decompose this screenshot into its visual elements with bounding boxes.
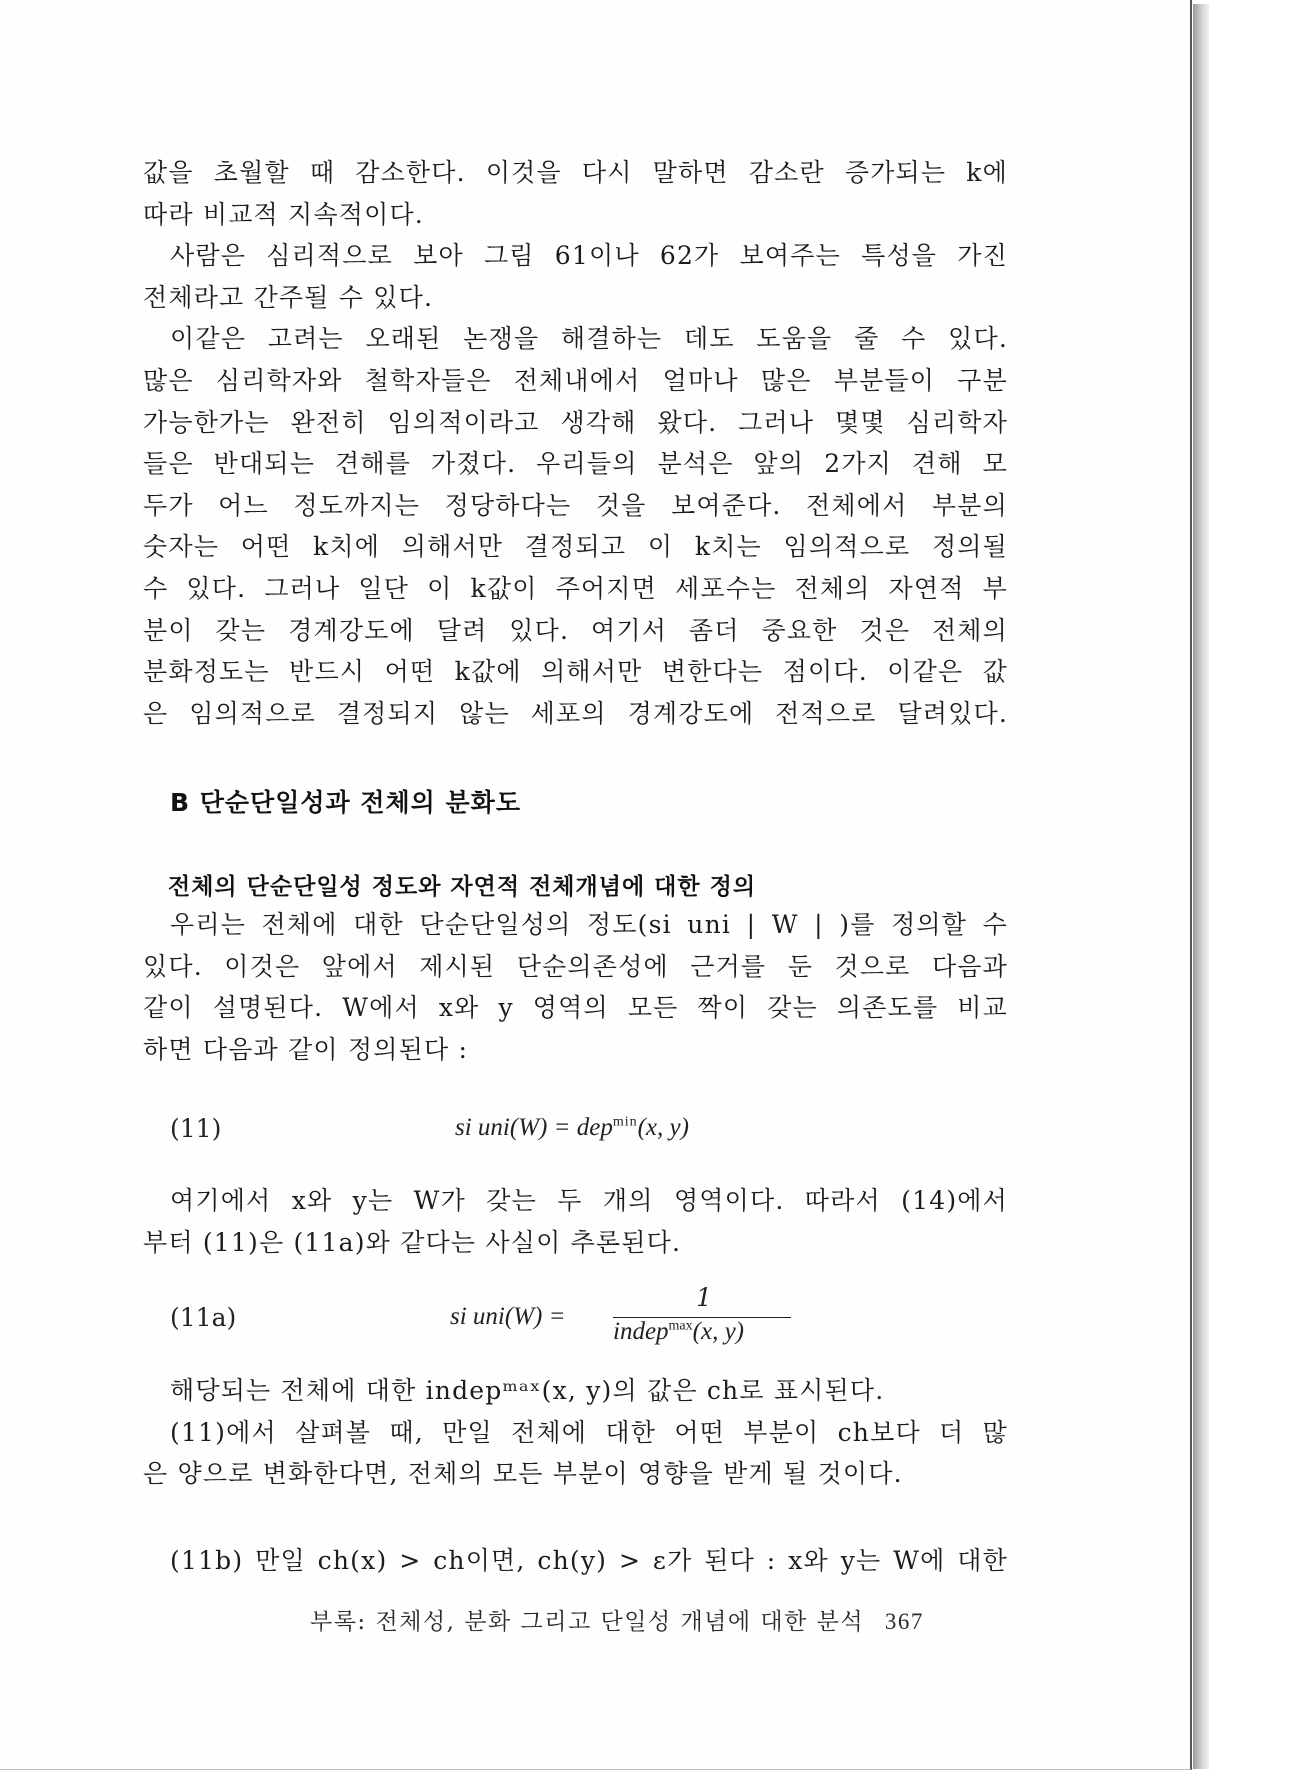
- page-number: 367: [884, 1609, 924, 1634]
- text-line: 따라 비교적 지속적이다.: [143, 199, 424, 229]
- running-head: 부록: 전체성, 분화 그리고 단일성 개념에 대한 분석: [310, 1609, 865, 1635]
- equation-rhs: (x, y): [637, 1114, 689, 1141]
- text-line: 같이 설명된다. W에서 x와 y 영역의 모든 짝이 갖는 의존도를 비교: [143, 993, 1008, 1023]
- text-line: 가능한가는 완전히 임의적이라고 생각해 왔다. 그러나 몇몇 심리학자: [143, 407, 1008, 437]
- denominator-superscript: max: [668, 1318, 693, 1334]
- denominator-args: (x, y): [692, 1318, 744, 1345]
- text-line: 분이 갖는 경계강도에 달려 있다. 여기서 좀더 중요한 것은 전체의: [143, 615, 1008, 645]
- equation-11: [455, 1114, 689, 1142]
- text-line: 값을 초월할 때 감소한다. 이것을 다시 말하면 감소란 증가되는 k에: [143, 158, 1008, 187]
- equation-11b-line: [170, 1540, 1008, 1582]
- subheading: 전체의 단순단일성 정도와 자연적 전체개념에 대한 정의: [168, 874, 757, 900]
- text-line: 은 양으로 변화한다면, 전체의 모든 부분이 영향을 받게 될 것이다.: [143, 1459, 903, 1489]
- equation-11a-lhs: si uni(W) =: [450, 1303, 566, 1330]
- text-line: 사람은 심리적으로 보아 그림 61이나 62가 보여주는 특성을 가진: [170, 241, 1008, 271]
- text-line: 있다. 이것은 앞에서 제시된 단순의존성에 근거를 둔 것으로 다음과: [143, 951, 1008, 981]
- text-line: 분화정도는 반드시 어떤 k값에 의해서만 변한다는 점이다. 이같은 값: [143, 657, 1008, 687]
- text-line: 은 임의적으로 결정되지 않는 세포의 경계강도에 전적으로 달려있다.: [143, 698, 1008, 728]
- fraction-denominator: [613, 1318, 744, 1346]
- text-line: 숫자는 어떤 k치에 의해서만 결정되고 이 k치는 임의적으로 정의될: [143, 532, 1008, 562]
- section-heading: B 단순단일성과 전체의 분화도: [170, 788, 521, 817]
- text-line: 하면 다음과 같이 정의된다 :: [143, 1034, 469, 1064]
- text-line: 두가 어느 정도까지는 정당하다는 것을 보여준다. 전체에서 부분의: [143, 490, 1008, 520]
- text-line: 부터 (11)은 (11a)와 같다는 사실이 추론된다.: [143, 1227, 682, 1257]
- paragraph-block-top: [143, 152, 1008, 734]
- equation-superscript: min: [612, 1114, 638, 1130]
- text-line: 전체라고 간주될 수 있다.: [143, 282, 434, 312]
- paragraph-after-eq11a: [143, 1370, 1008, 1495]
- text-line: 수 있다. 그러나 일단 이 k값이 주어지면 세포수는 전체의 자연적 부: [143, 573, 1008, 603]
- equation-lhs: si uni(W) = dep: [455, 1114, 613, 1141]
- text-line: 많은 심리학자와 철학자들은 전체내에서 얼마나 많은 부분들이 구분: [143, 365, 1008, 395]
- text-line: 여기에서 x와 y는 W가 갖는 두 개의 영역이다. 따라서 (14)에서: [170, 1186, 1008, 1215]
- running-footer: [310, 1603, 924, 1636]
- text-line: 해당되는 전체에 대한 indepᵐᵃˣ(x, y)의 값은 ch로 표시된다.: [170, 1376, 885, 1405]
- paragraph-after-eq11: [143, 1180, 1008, 1263]
- denominator-main: indep: [613, 1318, 669, 1345]
- page-edge-shadow: [1193, 4, 1209, 1769]
- text-line: 들은 반대되는 견해를 가졌다. 우리들의 분석은 앞의 2가지 견해 모: [143, 449, 1008, 479]
- fraction-numerator: 1: [696, 1283, 712, 1312]
- paragraph-block-mid: [143, 904, 1008, 1070]
- text-line: (11b) 만일 ch(x) > ch이면, ch(y) > ε가 된다 : x와 y는 W에 대한: [170, 1546, 1008, 1575]
- text-line: 우리는 전체에 대한 단순단일성의 정도(si uni | W | )를 정의할 수: [170, 910, 1008, 939]
- text-line: (11)에서 살펴볼 때, 만일 전체에 대한 어떤 부분이 ch보다 더 많: [170, 1417, 1008, 1447]
- equation-label: (11): [170, 1114, 222, 1143]
- equation-label: (11a): [170, 1303, 237, 1332]
- text-line: 이같은 고려는 오래된 논쟁을 해결하는 데도 도움을 줄 수 있다.: [170, 324, 1008, 354]
